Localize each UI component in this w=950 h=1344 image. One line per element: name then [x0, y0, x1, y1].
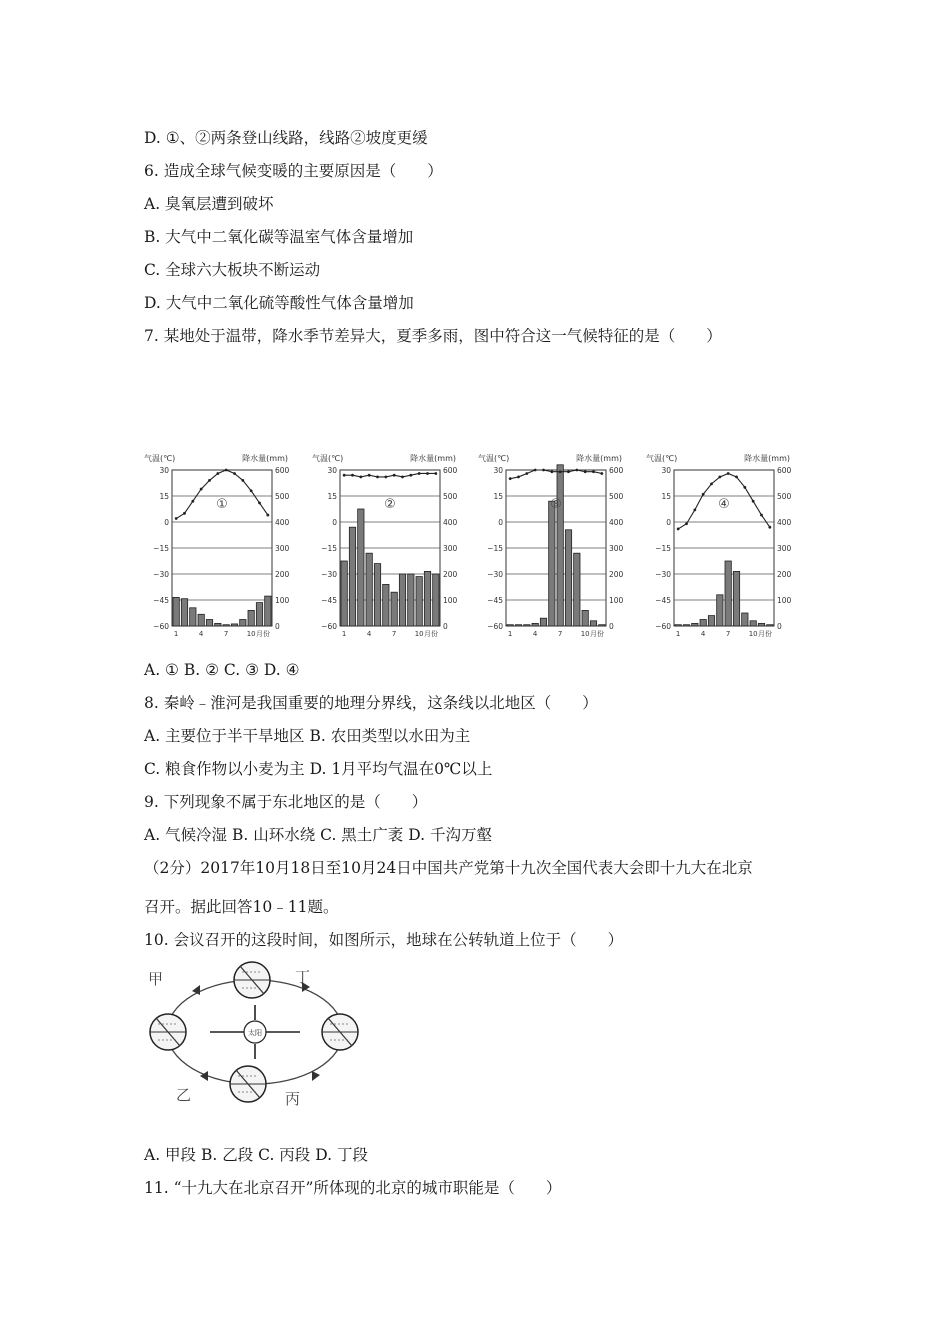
precip-bar	[198, 614, 204, 626]
precip-bar	[374, 564, 380, 626]
left-tick-label: 15	[327, 492, 337, 501]
label-jia: 甲	[148, 970, 164, 988]
q10-11-intro-2: 召开。据此回答10﹣11题。	[144, 898, 339, 916]
left-tick-label: −30	[655, 570, 671, 579]
right-tick-label: 0	[777, 622, 782, 631]
right-tick-label: 500	[443, 492, 458, 501]
left-tick-label: −45	[153, 596, 169, 605]
earth-left	[150, 1014, 186, 1050]
precip-bar	[408, 574, 414, 626]
precip-bar	[708, 616, 714, 626]
temperature-point	[584, 470, 587, 473]
precip-bar	[565, 530, 571, 626]
q6-option-d: D. 大气中二氧化硫等酸性气体含量增加	[144, 294, 414, 312]
temperature-point	[225, 469, 228, 472]
right-tick-label: 400	[777, 518, 792, 527]
climate-chart-2	[308, 448, 458, 643]
precip-bar	[366, 553, 372, 626]
x-tick-label: 1	[173, 630, 179, 638]
temperature-point	[735, 476, 738, 479]
x-axis-title: 月份	[256, 630, 270, 638]
temperature-point	[175, 517, 178, 520]
precip-bar	[383, 584, 389, 626]
left-tick-label: 15	[159, 492, 169, 501]
left-tick-label: 30	[327, 466, 337, 475]
temperature-point	[525, 472, 528, 475]
q11-stem: 11. “十九大在北京召开”所体现的北京的城市职能是（ ）	[144, 1179, 562, 1197]
temperature-point	[368, 474, 371, 477]
left-tick-label: −60	[321, 622, 337, 631]
right-tick-label: 0	[443, 622, 448, 631]
label-yi: 乙	[176, 1086, 192, 1104]
right-tick-label: 0	[609, 622, 614, 631]
left-tick-label: 15	[493, 492, 503, 501]
precip-bar	[582, 610, 588, 626]
q9-options: A. 气候冷湿 B. 山环水绕 C. 黑土广袤 D. 千沟万壑	[144, 826, 492, 844]
precip-bar	[240, 620, 246, 627]
right-tick-label: 200	[275, 570, 290, 579]
precip-bar	[767, 625, 773, 626]
left-tick-label: −60	[655, 622, 671, 631]
q10-11-intro-1: （2分）2017年10月18日至10月24日中国共产党第十九次全国代表大会即十九大在北京	[144, 859, 753, 877]
label-bing: 丙	[285, 1090, 301, 1108]
temperature-point	[418, 472, 421, 475]
sun-label: 太阳	[248, 1029, 262, 1037]
right-tick-label: 300	[443, 544, 458, 553]
right-tick-label: 100	[275, 596, 290, 605]
precip-bar	[231, 624, 237, 626]
temperature-point	[200, 488, 203, 491]
temperature-line	[344, 473, 436, 476]
precip-bar	[675, 625, 681, 626]
temperature-point	[426, 472, 429, 475]
right-tick-label: 100	[777, 596, 792, 605]
left-tick-label: −60	[487, 622, 503, 631]
q8-options-ab: A. 主要位于半干旱地区 B. 农田类型以水田为主	[144, 727, 471, 745]
right-tick-label: 400	[609, 518, 624, 527]
left-tick-label: 15	[661, 492, 671, 501]
right-axis-title: 降水量(mm)	[576, 454, 622, 463]
left-tick-label: −45	[321, 596, 337, 605]
precip-bar	[557, 465, 563, 626]
right-tick-label: 600	[777, 466, 792, 475]
label-ding: 丁	[295, 968, 311, 986]
precip-bar	[223, 625, 229, 626]
right-tick-label: 200	[609, 570, 624, 579]
precip-bar	[733, 571, 739, 626]
q8-options-cd: C. 粮食作物以小麦为主 D. 1月平均气温在0℃以上	[144, 760, 493, 778]
temperature-point	[241, 479, 244, 482]
right-axis-title: 降水量(mm)	[744, 454, 790, 463]
x-axis-title: 月份	[424, 630, 438, 638]
temperature-point	[401, 476, 404, 479]
right-tick-label: 400	[275, 518, 290, 527]
left-axis-title: 气温(℃)	[646, 454, 678, 463]
precip-bar	[683, 625, 689, 626]
q10-stem: 10. 会议召开的这段时间，如图所示，地球在公转轨道上位于（ ）	[144, 931, 624, 949]
temperature-point	[718, 476, 721, 479]
q8-stem: 8. 秦岭﹣淮河是我国重要的地理分界线，这条线以北地区（ ）	[144, 694, 598, 712]
x-tick-label: 1	[675, 630, 681, 638]
earth-top	[234, 962, 270, 998]
x-tick-label: 10	[414, 630, 424, 638]
climate-charts	[140, 448, 792, 648]
q6-option-c: C. 全球六大板块不断运动	[144, 261, 321, 279]
x-tick-label: 4	[198, 630, 204, 638]
left-tick-label: −15	[655, 544, 671, 553]
left-tick-label: 30	[159, 466, 169, 475]
left-tick-label: −15	[487, 544, 503, 553]
precip-bar	[599, 625, 605, 626]
left-tick-label: −30	[487, 570, 503, 579]
right-tick-label: 600	[443, 466, 458, 475]
precip-bar	[515, 625, 521, 626]
precip-bar	[433, 574, 439, 626]
temperature-point	[752, 500, 755, 503]
right-tick-label: 300	[275, 544, 290, 553]
precip-bar	[717, 595, 723, 626]
temperature-point	[702, 493, 705, 496]
precip-bar	[399, 574, 405, 626]
precip-bar	[416, 577, 422, 626]
x-tick-label: 1	[341, 630, 347, 638]
q6-option-a: A. 臭氧层遭到破坏	[144, 195, 274, 213]
temperature-point	[266, 514, 269, 517]
temperature-point	[359, 476, 362, 479]
right-tick-label: 600	[609, 466, 624, 475]
climate-chart-svg-3	[474, 448, 624, 643]
temperature-point	[250, 489, 253, 492]
precip-bar	[750, 621, 756, 626]
x-tick-label: 7	[223, 630, 229, 638]
left-tick-label: 0	[498, 518, 503, 527]
chart-number-label: ②	[384, 497, 396, 512]
x-tick-label: 10	[246, 630, 256, 638]
temperature-point	[409, 474, 412, 477]
temperature-point	[710, 482, 713, 485]
left-tick-label: 0	[332, 518, 337, 527]
temperature-point	[550, 470, 553, 473]
x-axis-title: 月份	[590, 630, 604, 638]
right-tick-label: 500	[609, 492, 624, 501]
left-tick-label: −45	[655, 596, 671, 605]
left-axis-title: 气温(℃)	[144, 454, 176, 463]
temperature-line	[510, 470, 602, 479]
left-tick-label: −15	[321, 544, 337, 553]
temperature-point	[343, 474, 346, 477]
x-tick-label: 10	[580, 630, 590, 638]
left-tick-label: −30	[321, 570, 337, 579]
precip-bar	[758, 623, 764, 626]
right-tick-label: 600	[275, 466, 290, 475]
precip-bar	[692, 623, 698, 626]
x-tick-label: 4	[366, 630, 372, 638]
temperature-point	[567, 470, 570, 473]
temperature-point	[216, 472, 219, 475]
right-axis-title: 降水量(mm)	[410, 454, 456, 463]
q7-options: A. ① B. ② C. ③ D. ④	[144, 661, 300, 679]
x-tick-label: 7	[725, 630, 731, 638]
precip-bar	[391, 592, 397, 626]
q5-option-d: D. ①、②两条登山线路，线路②坡度更缓	[144, 129, 428, 147]
left-tick-label: 30	[661, 466, 671, 475]
precip-bar	[190, 608, 196, 626]
precip-bar	[256, 603, 262, 626]
left-tick-label: 0	[164, 518, 169, 527]
temperature-point	[559, 470, 562, 473]
x-tick-label: 7	[391, 630, 397, 638]
temperature-point	[743, 486, 746, 489]
temperature-point	[727, 472, 730, 475]
orbit-svg	[140, 960, 370, 1110]
climate-chart-svg-1	[140, 448, 290, 643]
x-tick-label: 10	[748, 630, 758, 638]
precip-bar	[341, 561, 347, 626]
right-tick-label: 200	[443, 570, 458, 579]
precip-bar	[358, 509, 364, 626]
x-tick-label: 4	[532, 630, 538, 638]
precip-bar	[181, 599, 187, 626]
temperature-point	[768, 526, 771, 529]
temperature-point	[258, 502, 261, 505]
temperature-point	[600, 472, 603, 475]
left-tick-label: 0	[666, 518, 671, 527]
climate-chart-svg-4	[642, 448, 792, 643]
precip-bar	[532, 623, 538, 626]
right-tick-label: 500	[777, 492, 792, 501]
temperature-point	[534, 469, 537, 472]
right-tick-label: 100	[443, 596, 458, 605]
chart-number-label: ④	[718, 497, 730, 512]
temperature-point	[542, 469, 545, 472]
earth-bottom	[230, 1066, 266, 1102]
temperature-point	[376, 476, 379, 479]
precip-bar	[248, 610, 254, 626]
left-tick-label: 30	[493, 466, 503, 475]
left-axis-title: 气温(℃)	[478, 454, 510, 463]
climate-chart-3	[474, 448, 624, 643]
precip-bar	[349, 527, 355, 626]
precip-bar	[265, 596, 271, 626]
right-tick-label: 300	[609, 544, 624, 553]
right-tick-label: 300	[777, 544, 792, 553]
temperature-point	[685, 522, 688, 525]
climate-chart-1	[140, 448, 290, 643]
precip-bar	[524, 625, 530, 626]
chart-number-label: ③	[550, 497, 562, 512]
left-tick-label: −60	[153, 622, 169, 631]
precip-bar	[424, 571, 430, 626]
right-tick-label: 500	[275, 492, 290, 501]
precip-bar	[590, 621, 596, 626]
precip-bar	[574, 553, 580, 626]
left-tick-label: −30	[153, 570, 169, 579]
x-tick-label: 4	[700, 630, 706, 638]
left-tick-label: −45	[487, 596, 503, 605]
temperature-point	[693, 508, 696, 511]
q9-stem: 9. 下列现象不属于东北地区的是（ ）	[144, 793, 428, 811]
earth-right	[322, 1014, 358, 1050]
temperature-point	[575, 469, 578, 472]
precip-bar	[725, 561, 731, 626]
temperature-point	[384, 476, 387, 479]
right-tick-label: 400	[443, 518, 458, 527]
temperature-point	[677, 528, 680, 531]
temperature-point	[393, 474, 396, 477]
left-axis-title: 气温(℃)	[312, 454, 344, 463]
temperature-point	[509, 477, 512, 480]
temperature-point	[351, 474, 354, 477]
precip-bar	[173, 597, 179, 626]
chart-number-label: ①	[216, 497, 228, 512]
temperature-point	[434, 472, 437, 475]
temperature-point	[760, 514, 763, 517]
temperature-point	[191, 500, 194, 503]
left-tick-label: −15	[153, 544, 169, 553]
q10-options: A. 甲段 B. 乙段 C. 丙段 D. 丁段	[144, 1146, 368, 1164]
precip-bar	[549, 501, 555, 626]
orbit-diagram	[140, 960, 370, 1110]
right-tick-label: 200	[777, 570, 792, 579]
right-tick-label: 100	[609, 596, 624, 605]
temperature-point	[517, 476, 520, 479]
climate-chart-svg-2	[308, 448, 458, 643]
right-tick-label: 0	[275, 622, 280, 631]
precip-bar	[507, 625, 513, 626]
temperature-point	[233, 472, 236, 475]
temperature-point	[592, 470, 595, 473]
temperature-point	[183, 512, 186, 515]
right-axis-title: 降水量(mm)	[242, 454, 288, 463]
x-axis-title: 月份	[758, 630, 772, 638]
q6-option-b: B. 大气中二氧化碳等温室气体含量增加	[144, 228, 414, 246]
x-tick-label: 7	[557, 630, 563, 638]
precip-bar	[700, 620, 706, 627]
precip-bar	[540, 618, 546, 626]
precip-bar	[215, 623, 221, 626]
q7-stem: 7. 某地处于温带，降水季节差异大，夏季多雨，图中符合这一气候特征的是（ ）	[144, 327, 722, 345]
temperature-point	[208, 479, 211, 482]
precip-bar	[206, 620, 212, 627]
precip-bar	[742, 613, 748, 626]
x-tick-label: 1	[507, 630, 513, 638]
climate-chart-4	[642, 448, 792, 643]
q6-stem: 6. 造成全球气候变暖的主要原因是（ ）	[144, 162, 443, 180]
